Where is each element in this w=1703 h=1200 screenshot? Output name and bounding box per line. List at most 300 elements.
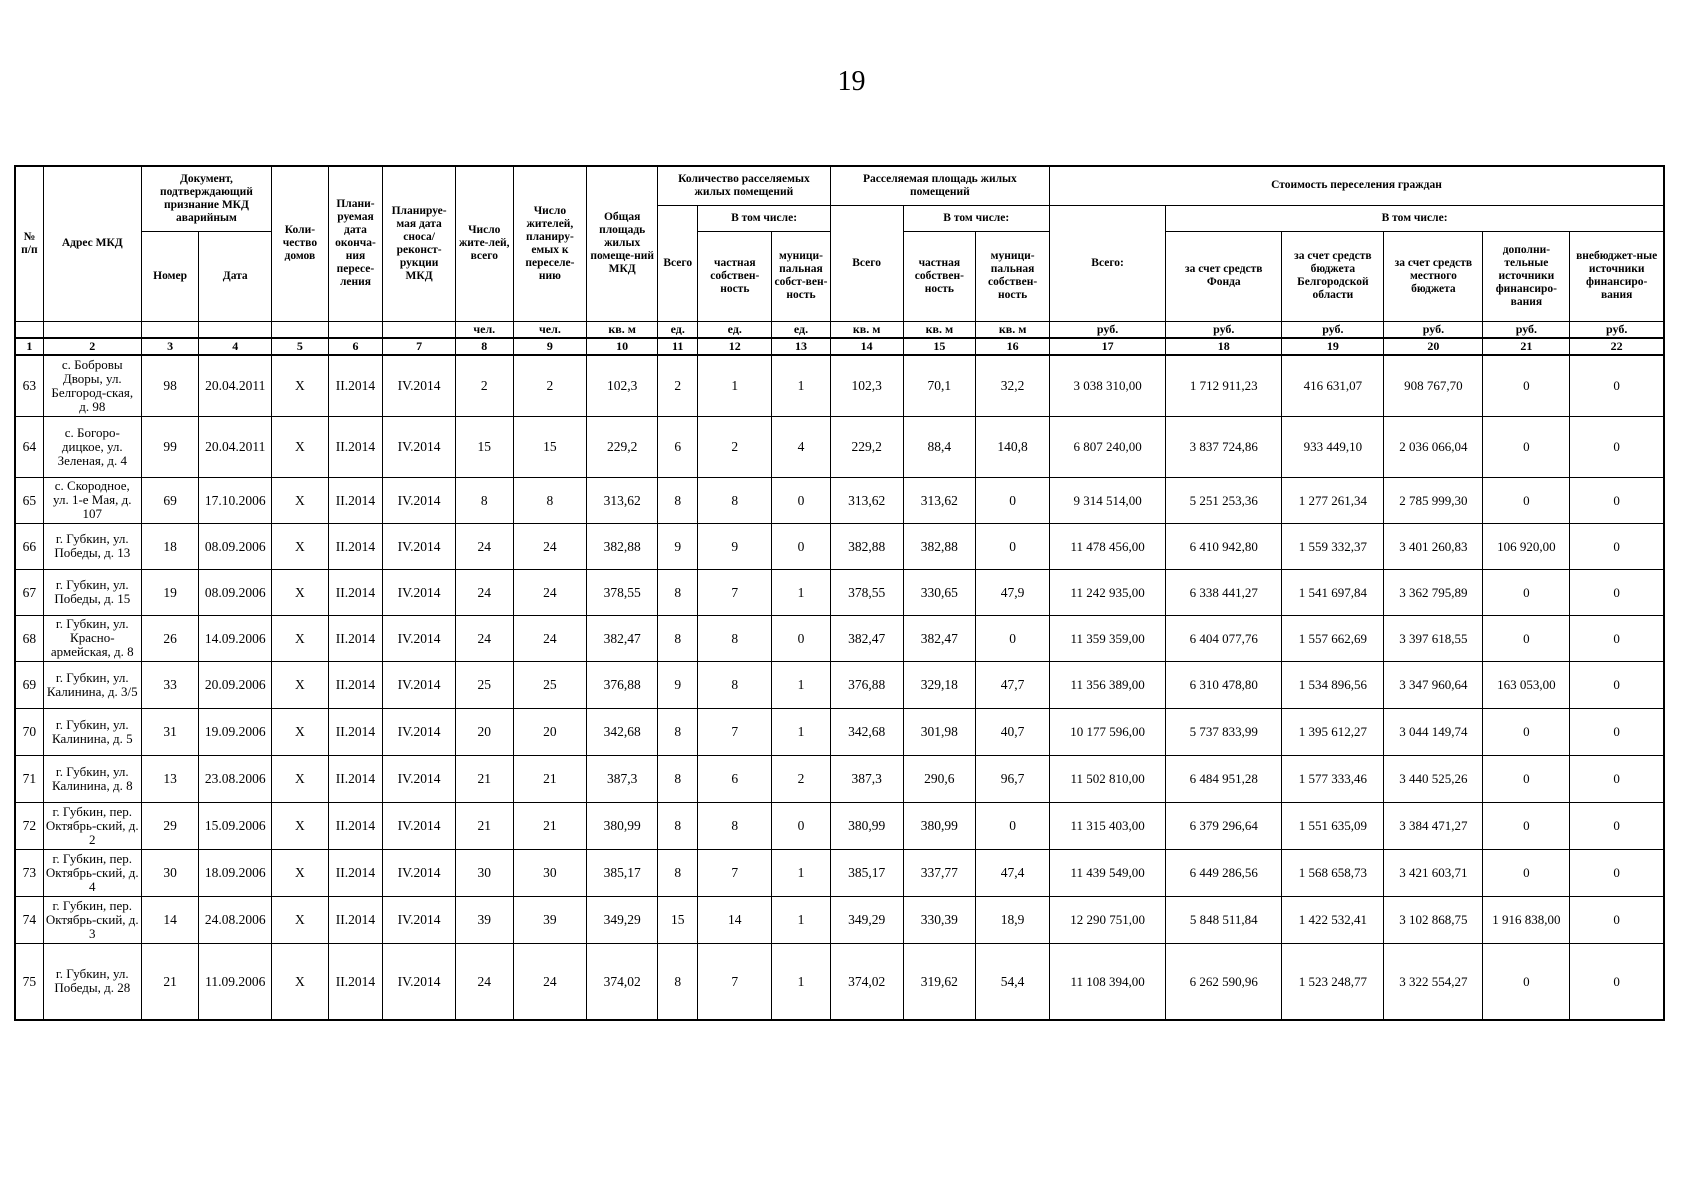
cell-planned-end-date: II.2014	[328, 802, 383, 849]
cell-cost-region: 1 534 896,56	[1282, 661, 1384, 708]
cell-planned-demolition-date: IV.2014	[383, 477, 456, 523]
cell-cost-local: 3 347 960,64	[1384, 661, 1483, 708]
cell-planned-demolition-date: IV.2014	[383, 896, 456, 943]
cell-houses-count: X	[272, 477, 329, 523]
cell-row-number: 68	[15, 615, 43, 661]
cell-area-private: 382,88	[903, 523, 976, 569]
cell-cost-total: 11 108 394,00	[1049, 943, 1165, 1020]
cell-cost-local: 3 044 149,74	[1384, 708, 1483, 755]
cell-planned-end-date: II.2014	[328, 523, 383, 569]
cell-cost-total: 11 359 359,00	[1049, 615, 1165, 661]
cell-planned-end-date: II.2014	[328, 849, 383, 896]
cell-address: с. Богоро-дицкое, ул. Зеленая, д. 4	[43, 416, 141, 477]
cell-houses-count: X	[272, 755, 329, 802]
cell-area-total: 374,02	[830, 943, 903, 1020]
cell-total-area: 385,17	[587, 849, 658, 896]
cell-residents-planned: 2	[513, 355, 587, 416]
cell-planned-end-date: II.2014	[328, 661, 383, 708]
cell-area-private: 382,47	[903, 615, 976, 661]
cell-residents-total: 39	[455, 896, 513, 943]
cell-area-private: 337,77	[903, 849, 976, 896]
cell-cost-total: 10 177 596,00	[1049, 708, 1165, 755]
cell-houses-count: X	[272, 615, 329, 661]
cell-planned-demolition-date: IV.2014	[383, 849, 456, 896]
cell-cost-total: 11 315 403,00	[1049, 802, 1165, 849]
cell-area-municipal: 0	[976, 477, 1050, 523]
cell-cost-region: 1 523 248,77	[1282, 943, 1384, 1020]
cell-cost-offbudget: 0	[1570, 477, 1664, 523]
cell-doc-date: 18.09.2006	[199, 849, 272, 896]
header-doc-date: Дата	[199, 231, 272, 321]
table-row	[15, 943, 1664, 1020]
unit-cell: кв. м	[903, 321, 976, 338]
cell-planned-end-date: II.2014	[328, 943, 383, 1020]
cell-cost-extra: 0	[1483, 849, 1570, 896]
cell-cost-region: 1 422 532,41	[1282, 896, 1384, 943]
cell-total-area: 349,29	[587, 896, 658, 943]
cell-row-number: 63	[15, 355, 43, 416]
cell-cost-extra: 0	[1483, 755, 1570, 802]
cell-row-number: 73	[15, 849, 43, 896]
cell-total-area: 382,88	[587, 523, 658, 569]
cell-rooms-total: 9	[658, 661, 698, 708]
cell-cost-extra: 0	[1483, 416, 1570, 477]
cell-doc-date: 08.09.2006	[199, 569, 272, 615]
cell-total-area: 374,02	[587, 943, 658, 1020]
cell-planned-demolition-date: IV.2014	[383, 802, 456, 849]
cell-row-number: 72	[15, 802, 43, 849]
cell-rooms-total: 9	[658, 523, 698, 569]
cell-cost-offbudget: 0	[1570, 708, 1664, 755]
cell-address: г. Губкин, пер. Октябрь-ский, д. 4	[43, 849, 141, 896]
cell-houses-count: X	[272, 708, 329, 755]
cell-planned-end-date: II.2014	[328, 477, 383, 523]
cell-cost-region: 416 631,07	[1282, 355, 1384, 416]
column-number: 14	[830, 338, 903, 355]
table-row	[15, 355, 1664, 416]
cell-area-municipal: 140,8	[976, 416, 1050, 477]
column-number: 12	[698, 338, 772, 355]
cell-cost-fund: 6 449 286,56	[1166, 849, 1282, 896]
cell-cost-local: 3 397 618,55	[1384, 615, 1483, 661]
header-doc-number: Номер	[141, 231, 199, 321]
cell-cost-region: 1 577 333,46	[1282, 755, 1384, 802]
cell-houses-count: X	[272, 569, 329, 615]
unit-cell: руб.	[1384, 321, 1483, 338]
cell-cost-extra: 0	[1483, 477, 1570, 523]
cell-row-number: 69	[15, 661, 43, 708]
cell-area-municipal: 0	[976, 523, 1050, 569]
cell-cost-extra: 0	[1483, 943, 1570, 1020]
column-number: 3	[141, 338, 199, 355]
table-row	[15, 615, 1664, 661]
cell-cost-local: 3 401 260,83	[1384, 523, 1483, 569]
cell-residents-planned: 25	[513, 661, 587, 708]
unit-cell: чел.	[513, 321, 587, 338]
cell-total-area: 102,3	[587, 355, 658, 416]
cell-doc-number: 14	[141, 896, 199, 943]
cell-total-area: 313,62	[587, 477, 658, 523]
cell-rooms-municipal: 0	[772, 615, 831, 661]
cell-residents-total: 24	[455, 943, 513, 1020]
cell-planned-end-date: II.2014	[328, 355, 383, 416]
cell-area-total: 229,2	[830, 416, 903, 477]
cell-cost-extra: 0	[1483, 355, 1570, 416]
cell-area-total: 313,62	[830, 477, 903, 523]
cell-row-number: 75	[15, 943, 43, 1020]
cell-area-municipal: 40,7	[976, 708, 1050, 755]
header-cost-fund: за счет средств Фонда	[1166, 231, 1282, 321]
header-area-group: Расселяемая площадь жилых помещений	[830, 166, 1049, 205]
cell-address: г. Губкин, ул. Красно-армейская, д. 8	[43, 615, 141, 661]
header-cost-local: за счет средств местного бюджета	[1384, 231, 1483, 321]
cell-rooms-municipal: 1	[772, 355, 831, 416]
cell-address: с. Скородное, ул. 1-е Мая, д. 107	[43, 477, 141, 523]
cell-area-private: 313,62	[903, 477, 976, 523]
cell-total-area: 378,55	[587, 569, 658, 615]
cell-cost-local: 3 384 471,27	[1384, 802, 1483, 849]
cell-rooms-total: 8	[658, 802, 698, 849]
cell-doc-date: 11.09.2006	[199, 943, 272, 1020]
cell-area-municipal: 54,4	[976, 943, 1050, 1020]
cell-planned-demolition-date: IV.2014	[383, 755, 456, 802]
cell-rooms-municipal: 0	[772, 523, 831, 569]
cell-rooms-private: 1	[698, 355, 772, 416]
cell-doc-number: 69	[141, 477, 199, 523]
header-cost-group: Стоимость переселения граждан	[1049, 166, 1664, 205]
cell-residents-planned: 15	[513, 416, 587, 477]
cell-cost-fund: 5 848 511,84	[1166, 896, 1282, 943]
cell-doc-date: 14.09.2006	[199, 615, 272, 661]
cell-houses-count: X	[272, 355, 329, 416]
cell-rooms-private: 8	[698, 615, 772, 661]
cell-rooms-municipal: 0	[772, 802, 831, 849]
cell-area-municipal: 96,7	[976, 755, 1050, 802]
cell-cost-fund: 6 404 077,76	[1166, 615, 1282, 661]
unit-cell: кв. м	[830, 321, 903, 338]
header-address: Адрес МКД	[43, 166, 141, 321]
table-row	[15, 896, 1664, 943]
cell-cost-total: 11 242 935,00	[1049, 569, 1165, 615]
cell-address: г. Губкин, ул. Калинина, д. 5	[43, 708, 141, 755]
cell-rooms-municipal: 1	[772, 661, 831, 708]
cell-area-private: 330,39	[903, 896, 976, 943]
cell-area-private: 329,18	[903, 661, 976, 708]
cell-planned-demolition-date: IV.2014	[383, 569, 456, 615]
cell-rooms-total: 8	[658, 615, 698, 661]
cell-residents-total: 8	[455, 477, 513, 523]
cell-cost-local: 3 440 525,26	[1384, 755, 1483, 802]
cell-rooms-private: 8	[698, 477, 772, 523]
table-row	[15, 523, 1664, 569]
cell-row-number: 65	[15, 477, 43, 523]
cell-cost-region: 1 541 697,84	[1282, 569, 1384, 615]
cell-area-total: 349,29	[830, 896, 903, 943]
cell-planned-demolition-date: IV.2014	[383, 943, 456, 1020]
cell-cost-fund: 5 737 833,99	[1166, 708, 1282, 755]
cell-cost-total: 3 038 310,00	[1049, 355, 1165, 416]
cell-row-number: 70	[15, 708, 43, 755]
cell-residents-total: 15	[455, 416, 513, 477]
cell-planned-end-date: II.2014	[328, 896, 383, 943]
cell-residents-total: 25	[455, 661, 513, 708]
column-number: 20	[1384, 338, 1483, 355]
cell-row-number: 64	[15, 416, 43, 477]
table-row	[15, 661, 1664, 708]
cell-area-municipal: 0	[976, 615, 1050, 661]
header-rooms-private: частная собствен-ность	[698, 231, 772, 321]
cell-row-number: 71	[15, 755, 43, 802]
cell-rooms-private: 7	[698, 943, 772, 1020]
unit-cell: руб.	[1166, 321, 1282, 338]
cell-cost-fund: 5 251 253,36	[1166, 477, 1282, 523]
column-number: 19	[1282, 338, 1384, 355]
table-row	[15, 416, 1664, 477]
cell-area-municipal: 32,2	[976, 355, 1050, 416]
cell-doc-number: 31	[141, 708, 199, 755]
cell-planned-end-date: II.2014	[328, 755, 383, 802]
table-row	[15, 849, 1664, 896]
cell-cost-fund: 6 379 296,64	[1166, 802, 1282, 849]
cell-residents-total: 21	[455, 802, 513, 849]
column-number: 17	[1049, 338, 1165, 355]
cell-row-number: 66	[15, 523, 43, 569]
column-number: 10	[587, 338, 658, 355]
column-number: 4	[199, 338, 272, 355]
cell-total-area: 342,68	[587, 708, 658, 755]
cell-residents-planned: 30	[513, 849, 587, 896]
cell-planned-demolition-date: IV.2014	[383, 355, 456, 416]
cell-area-municipal: 47,7	[976, 661, 1050, 708]
cell-rooms-municipal: 0	[772, 477, 831, 523]
column-number: 2	[43, 338, 141, 355]
cell-rooms-municipal: 1	[772, 708, 831, 755]
cell-area-total: 385,17	[830, 849, 903, 896]
cell-address: г. Губкин, ул. Победы, д. 28	[43, 943, 141, 1020]
cell-doc-number: 19	[141, 569, 199, 615]
header-planned-end-date: Плани-руемая дата оконча-ния пересе-ления	[328, 166, 383, 321]
header-rooms-municipal: муници-пальная собст-вен-ность	[772, 231, 831, 321]
cell-cost-region: 1 557 662,69	[1282, 615, 1384, 661]
cell-houses-count: X	[272, 849, 329, 896]
cell-residents-total: 2	[455, 355, 513, 416]
cell-rooms-total: 8	[658, 943, 698, 1020]
cell-cost-offbudget: 0	[1570, 416, 1664, 477]
cell-rooms-total: 8	[658, 849, 698, 896]
cell-planned-end-date: II.2014	[328, 416, 383, 477]
resettlement-table	[14, 165, 1665, 1021]
cell-planned-end-date: II.2014	[328, 615, 383, 661]
cell-residents-planned: 21	[513, 802, 587, 849]
unit-cell: ед.	[698, 321, 772, 338]
header-cost-region: за счет средств бюджета Белгородской области	[1282, 231, 1384, 321]
column-number: 16	[976, 338, 1050, 355]
cell-area-municipal: 0	[976, 802, 1050, 849]
cell-address: с. Бобровы Дворы, ул. Белгород-ская, д. 98	[43, 355, 141, 416]
cell-rooms-total: 8	[658, 477, 698, 523]
cell-address: г. Губкин, ул. Победы, д. 15	[43, 569, 141, 615]
column-number: 13	[772, 338, 831, 355]
cell-doc-date: 20.09.2006	[199, 661, 272, 708]
table-row	[15, 755, 1664, 802]
cell-area-total: 382,88	[830, 523, 903, 569]
cell-row-number: 67	[15, 569, 43, 615]
header-residents-total: Число жите-лей, всего	[455, 166, 513, 321]
cell-address: г. Губкин, ул. Победы, д. 13	[43, 523, 141, 569]
header-cost-extra: дополни-тельные источники финансиро-вания	[1483, 231, 1570, 321]
cell-houses-count: X	[272, 943, 329, 1020]
header-area-including: В том числе:	[903, 205, 1049, 231]
cell-houses-count: X	[272, 661, 329, 708]
unit-cell: кв. м	[976, 321, 1050, 338]
cell-rooms-municipal: 1	[772, 849, 831, 896]
cell-cost-offbudget: 0	[1570, 661, 1664, 708]
cell-doc-number: 26	[141, 615, 199, 661]
cell-cost-local: 2 036 066,04	[1384, 416, 1483, 477]
column-number: 22	[1570, 338, 1664, 355]
cell-rooms-private: 8	[698, 661, 772, 708]
cell-doc-number: 18	[141, 523, 199, 569]
unit-cell: руб.	[1570, 321, 1664, 338]
cell-area-total: 102,3	[830, 355, 903, 416]
header-area-private: частная собствен-ность	[903, 231, 976, 321]
cell-cost-fund: 6 262 590,96	[1166, 943, 1282, 1020]
cell-rooms-municipal: 1	[772, 896, 831, 943]
cell-cost-extra: 106 920,00	[1483, 523, 1570, 569]
cell-rooms-municipal: 4	[772, 416, 831, 477]
header-area-municipal: муници-пальная собствен-ность	[976, 231, 1050, 321]
cell-total-area: 376,88	[587, 661, 658, 708]
column-number: 5	[272, 338, 329, 355]
table-row	[15, 708, 1664, 755]
cell-planned-demolition-date: IV.2014	[383, 523, 456, 569]
cell-total-area: 380,99	[587, 802, 658, 849]
cell-residents-planned: 24	[513, 943, 587, 1020]
cell-cost-total: 11 502 810,00	[1049, 755, 1165, 802]
cell-residents-planned: 39	[513, 896, 587, 943]
unit-cell: руб.	[1049, 321, 1165, 338]
column-number: 15	[903, 338, 976, 355]
cell-rooms-total: 8	[658, 708, 698, 755]
column-number: 1	[15, 338, 43, 355]
cell-planned-demolition-date: IV.2014	[383, 615, 456, 661]
cell-area-private: 330,65	[903, 569, 976, 615]
cell-doc-date: 24.08.2006	[199, 896, 272, 943]
cell-cost-local: 2 785 999,30	[1384, 477, 1483, 523]
cell-planned-end-date: II.2014	[328, 569, 383, 615]
cell-planned-end-date: II.2014	[328, 708, 383, 755]
cell-cost-offbudget: 0	[1570, 615, 1664, 661]
unit-cell: руб.	[1483, 321, 1570, 338]
cell-cost-offbudget: 0	[1570, 896, 1664, 943]
cell-address: г. Губкин, ул. Калинина, д. 3/5	[43, 661, 141, 708]
cell-cost-extra: 0	[1483, 708, 1570, 755]
cell-cost-region: 1 395 612,27	[1282, 708, 1384, 755]
cell-cost-fund: 3 837 724,86	[1166, 416, 1282, 477]
cell-total-area: 387,3	[587, 755, 658, 802]
cell-residents-planned: 24	[513, 569, 587, 615]
cell-cost-extra: 0	[1483, 615, 1570, 661]
cell-houses-count: X	[272, 523, 329, 569]
table-row	[15, 569, 1664, 615]
cell-cost-region: 1 551 635,09	[1282, 802, 1384, 849]
cell-rooms-total: 2	[658, 355, 698, 416]
cell-area-municipal: 18,9	[976, 896, 1050, 943]
cell-rooms-municipal: 1	[772, 569, 831, 615]
cell-row-number: 74	[15, 896, 43, 943]
header-houses-count: Коли-чество домов	[272, 166, 329, 321]
header-cost-total: Всего:	[1049, 205, 1165, 321]
page-number: 19	[837, 66, 866, 97]
cell-doc-number: 21	[141, 943, 199, 1020]
cell-area-private: 319,62	[903, 943, 976, 1020]
unit-cell: руб.	[1282, 321, 1384, 338]
column-number: 21	[1483, 338, 1570, 355]
cell-rooms-private: 8	[698, 802, 772, 849]
cell-doc-number: 98	[141, 355, 199, 416]
header-rooms-including: В том числе:	[698, 205, 830, 231]
cell-cost-local: 3 322 554,27	[1384, 943, 1483, 1020]
cell-address: г. Губкин, пер. Октябрь-ский, д. 3	[43, 896, 141, 943]
cell-rooms-private: 7	[698, 569, 772, 615]
cell-doc-number: 29	[141, 802, 199, 849]
cell-cost-region: 1 568 658,73	[1282, 849, 1384, 896]
cell-houses-count: X	[272, 896, 329, 943]
cell-cost-fund: 6 484 951,28	[1166, 755, 1282, 802]
cell-area-private: 70,1	[903, 355, 976, 416]
column-number: 7	[383, 338, 456, 355]
column-number: 8	[455, 338, 513, 355]
cell-address: г. Губкин, ул. Калинина, д. 8	[43, 755, 141, 802]
unit-cell: чел.	[455, 321, 513, 338]
cell-residents-total: 30	[455, 849, 513, 896]
cell-rooms-total: 8	[658, 569, 698, 615]
cell-total-area: 382,47	[587, 615, 658, 661]
unit-cell: ед.	[772, 321, 831, 338]
cell-cost-extra: 0	[1483, 802, 1570, 849]
cell-cost-offbudget: 0	[1570, 849, 1664, 896]
cell-address: г. Губкин, пер. Октябрь-ский, д. 2	[43, 802, 141, 849]
cell-rooms-private: 2	[698, 416, 772, 477]
cell-area-private: 301,98	[903, 708, 976, 755]
cell-residents-planned: 24	[513, 615, 587, 661]
cell-cost-offbudget: 0	[1570, 355, 1664, 416]
header-rooms-group: Количество расселяемых жилых помещений	[658, 166, 831, 205]
header-cost-offbudget: внебюджет-ные источники финансиро-вания	[1570, 231, 1664, 321]
column-number: 18	[1166, 338, 1282, 355]
cell-rooms-private: 7	[698, 849, 772, 896]
cell-residents-total: 24	[455, 569, 513, 615]
cell-area-municipal: 47,9	[976, 569, 1050, 615]
cell-doc-date: 08.09.2006	[199, 523, 272, 569]
cell-total-area: 229,2	[587, 416, 658, 477]
cell-doc-date: 23.08.2006	[199, 755, 272, 802]
column-number: 9	[513, 338, 587, 355]
cell-doc-date: 19.09.2006	[199, 708, 272, 755]
cell-rooms-private: 9	[698, 523, 772, 569]
cell-rooms-municipal: 1	[772, 943, 831, 1020]
cell-cost-fund: 6 410 942,80	[1166, 523, 1282, 569]
cell-doc-number: 99	[141, 416, 199, 477]
cell-rooms-municipal: 2	[772, 755, 831, 802]
cell-area-private: 88,4	[903, 416, 976, 477]
cell-doc-number: 30	[141, 849, 199, 896]
cell-residents-planned: 20	[513, 708, 587, 755]
cell-residents-total: 20	[455, 708, 513, 755]
cell-rooms-total: 6	[658, 416, 698, 477]
cell-houses-count: X	[272, 802, 329, 849]
header-total-area: Общая площадь жилых помеще-ний МКД	[587, 166, 658, 321]
